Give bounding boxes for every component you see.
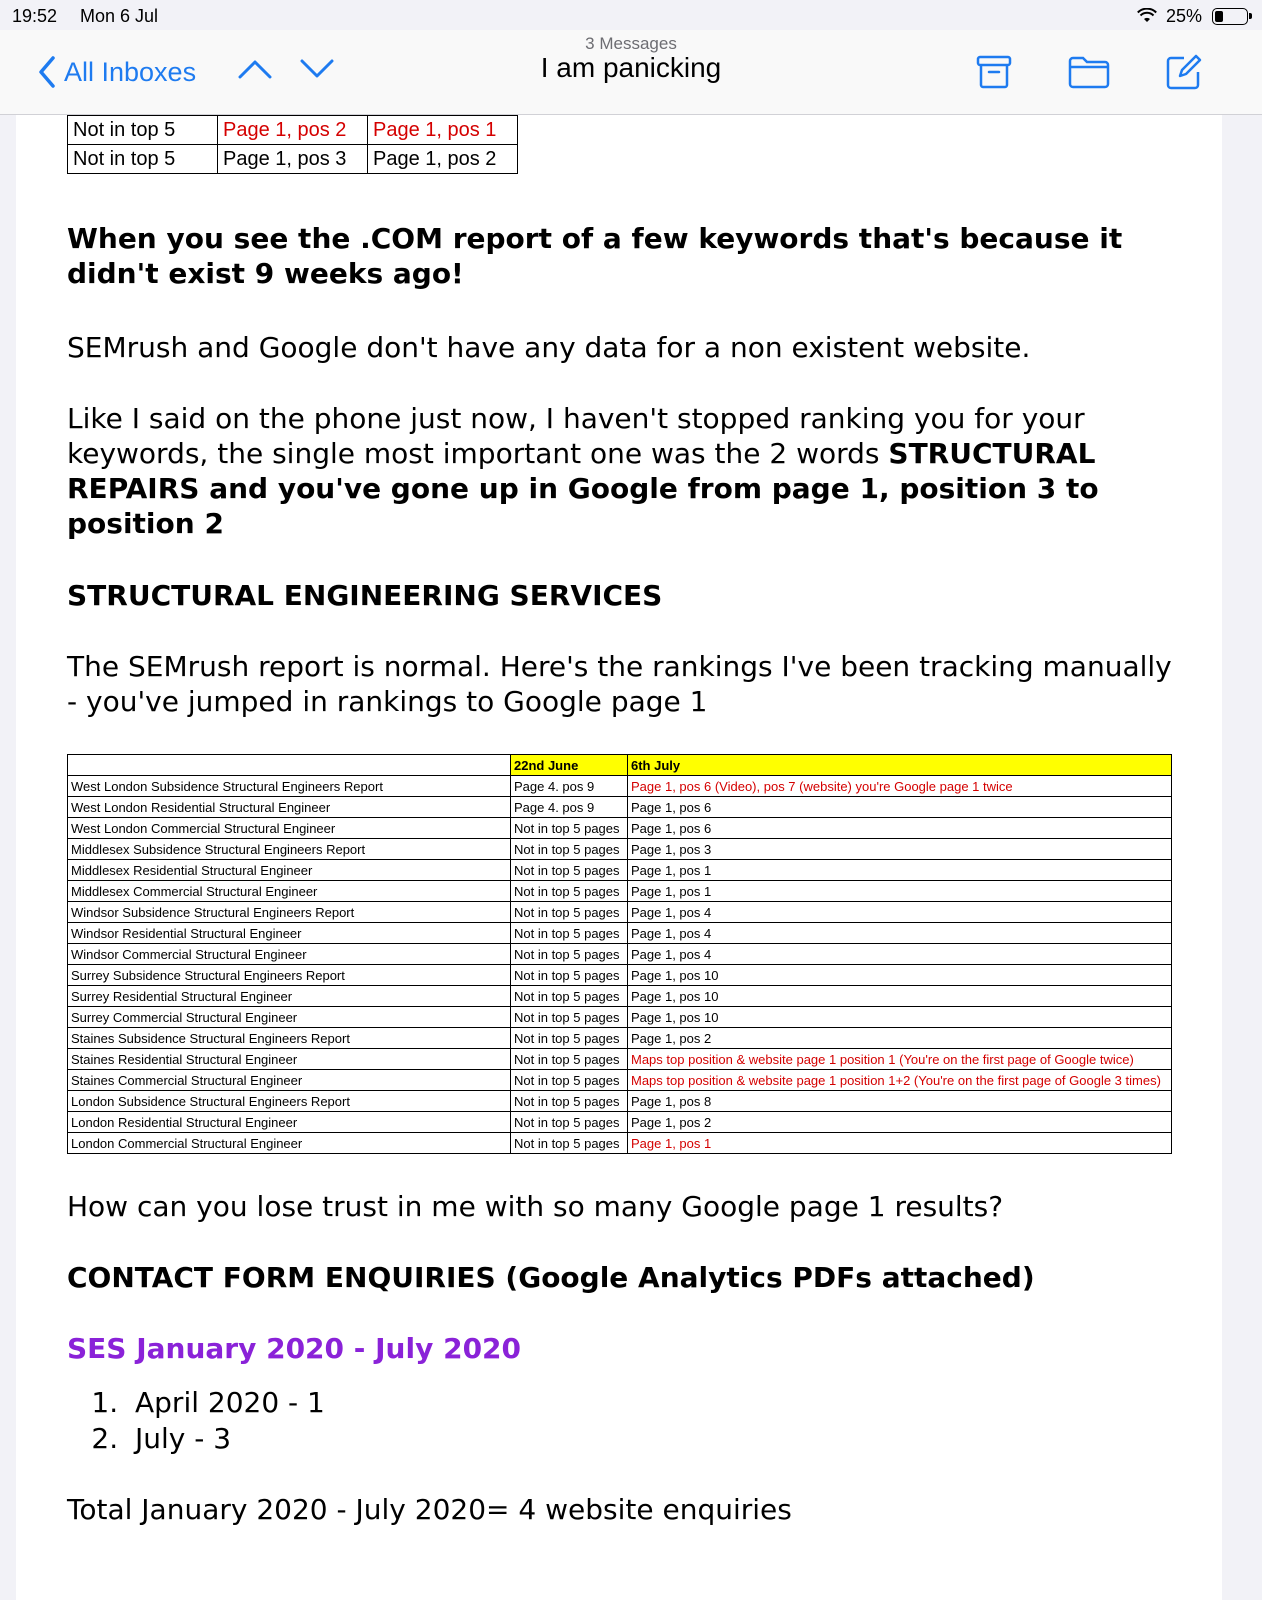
table-cell: Page 1, pos 8 xyxy=(628,1091,1172,1112)
table-row xyxy=(68,797,1172,818)
table-row xyxy=(68,839,1172,860)
status-time: 19:52 xyxy=(12,6,58,26)
table-cell: Page 1, pos 4 xyxy=(628,944,1172,965)
table-cell: Windsor Commercial Structural Engineer xyxy=(68,944,511,965)
table-row xyxy=(68,1070,1172,1091)
table-cell: Page 4. pos 9 xyxy=(511,797,628,818)
table-cell: Page 1, pos 10 xyxy=(628,1007,1172,1028)
table-row xyxy=(68,1091,1172,1112)
table-cell: Not in top 5 xyxy=(68,145,218,174)
message-body xyxy=(16,115,1222,1600)
table-row xyxy=(68,902,1172,923)
table-cell: Page 1, pos 2 xyxy=(628,1028,1172,1049)
table-cell: Not in top 5 pages xyxy=(511,923,628,944)
table-cell: London Subsidence Structural Engineers Report xyxy=(68,1091,511,1112)
table-cell: Page 1, pos 6 (Video), pos 7 (website) you're Google page 1 twice xyxy=(628,776,1172,797)
status-bar xyxy=(0,0,1262,30)
table-cell: Surrey Residential Structural Engineer xyxy=(68,986,511,1007)
table-row xyxy=(68,965,1172,986)
folder-icon[interactable] xyxy=(1068,54,1110,90)
table-cell: Page 1, pos 3 xyxy=(628,839,1172,860)
table-cell: London Commercial Structural Engineer xyxy=(68,1133,511,1154)
table-cell: Windsor Residential Structural Engineer xyxy=(68,923,511,944)
table-cell: Surrey Subsidence Structural Engineers Report xyxy=(68,965,511,986)
trust-paragraph: How can you lose trust in me with so many Google page 1 results? xyxy=(67,1190,1004,1223)
table-cell: West London Commercial Structural Engineer xyxy=(68,818,511,839)
table-cell: Page 1, pos 6 xyxy=(628,797,1172,818)
table-cell: Not in top 5 pages xyxy=(511,1007,628,1028)
table-cell: Page 1, pos 4 xyxy=(628,902,1172,923)
semrush-paragraph: The SEMrush report is normal. Here's the rankings I've been tracking manually - you've jumped in rankings to Google page 1 xyxy=(67,650,1172,718)
ranking-paragraph xyxy=(67,401,1177,541)
table-cell: Page 1, pos 1 xyxy=(368,116,518,145)
table-row xyxy=(68,944,1172,965)
table-row xyxy=(68,776,1172,797)
table-cell: Page 1, pos 1 xyxy=(628,1133,1172,1154)
ranking-bold-text: STRUCTURAL REPAIRS and you've gone up in Google from page 1, position 3 to position 2 xyxy=(67,437,1099,540)
table-cell: Page 1, pos 4 xyxy=(628,923,1172,944)
table-cell: Middlesex Commercial Structural Engineer xyxy=(68,881,511,902)
period-heading: SES January 2020 - July 2020 xyxy=(67,1332,522,1365)
rankings-table xyxy=(67,754,1172,1154)
table-cell: Not in top 5 pages xyxy=(511,818,628,839)
table-cell: Staines Residential Structural Engineer xyxy=(68,1049,511,1070)
table-cell: Page 1, pos 2 xyxy=(368,145,518,174)
ranking-text: Like I said on the phone just now, I haven't stopped ranking you for your keywords, the single most important one was the 2 words xyxy=(67,402,1085,470)
table-cell: West London Residential Structural Engineer xyxy=(68,797,511,818)
table-cell: Not in top 5 pages xyxy=(511,902,628,923)
table-cell: Maps top position & website page 1 position 1 (You're on the first page of Google twice) xyxy=(628,1049,1172,1070)
total-paragraph: Total January 2020 - July 2020= 4 website enquiries xyxy=(67,1493,792,1526)
battery-percent: 25% xyxy=(1166,6,1203,26)
table-row xyxy=(68,1007,1172,1028)
table-cell: Not in top 5 pages xyxy=(511,965,628,986)
table-cell: Not in top 5 pages xyxy=(511,1070,628,1091)
table-cell: Page 1, pos 1 xyxy=(628,881,1172,902)
table-cell: Middlesex Subsidence Structural Engineers Report xyxy=(68,839,511,860)
table-cell: West London Subsidence Structural Engineers Report xyxy=(68,776,511,797)
table-cell: Page 4. pos 9 xyxy=(511,776,628,797)
list-item: 1. April 2020 - 1 xyxy=(127,1385,325,1421)
table-cell: Windsor Subsidence Structural Engineers Report xyxy=(68,902,511,923)
table-cell: Page 1, pos 3 xyxy=(218,145,368,174)
com-report-paragraph: When you see the .COM report of a few keywords that's because it didn't exist 9 weeks ago! xyxy=(67,222,1123,290)
table-cell: London Residential Structural Engineer xyxy=(68,1112,511,1133)
section-heading: STRUCTURAL ENGINEERING SERVICES xyxy=(67,579,663,612)
column-header: 6th July xyxy=(628,755,1172,776)
table-cell: Page 1, pos 6 xyxy=(628,818,1172,839)
table-cell: Not in top 5 pages xyxy=(511,839,628,860)
table-cell: Page 1, pos 2 xyxy=(218,116,368,145)
back-label: All Inboxes xyxy=(64,56,197,87)
column-header: 22nd June xyxy=(511,755,628,776)
table-cell: Page 1, pos 2 xyxy=(628,1112,1172,1133)
table-row xyxy=(68,116,518,145)
summary-table xyxy=(67,115,518,174)
table-row xyxy=(68,145,518,174)
section-heading: CONTACT FORM ENQUIRIES (Google Analytics PDFs attached) xyxy=(67,1261,1035,1294)
table-cell: Not in top 5 pages xyxy=(511,881,628,902)
table-row xyxy=(68,986,1172,1007)
column-header xyxy=(68,755,511,776)
table-cell: Not in top 5 pages xyxy=(511,1133,628,1154)
table-cell: Not in top 5 pages xyxy=(511,860,628,881)
table-row xyxy=(68,818,1172,839)
table-cell: Not in top 5 pages xyxy=(511,1091,628,1112)
table-row xyxy=(68,1112,1172,1133)
enquiry-list xyxy=(87,1385,325,1457)
table-cell: Not in top 5 pages xyxy=(511,986,628,1007)
table-cell: Not in top 5 pages xyxy=(511,944,628,965)
table-cell: Maps top position & website page 1 position 1+2 (You're on the first page of Google 3 times) xyxy=(628,1070,1172,1091)
table-row xyxy=(68,1028,1172,1049)
table-cell: Not in top 5 xyxy=(68,116,218,145)
mail-nav-bar xyxy=(0,30,1262,115)
table-cell: Middlesex Residential Structural Engineer xyxy=(68,860,511,881)
table-cell: Surrey Commercial Structural Engineer xyxy=(68,1007,511,1028)
wifi-icon xyxy=(1137,8,1157,24)
table-cell: Not in top 5 pages xyxy=(511,1028,628,1049)
table-row xyxy=(68,860,1172,881)
table-row xyxy=(68,1049,1172,1070)
archive-icon[interactable] xyxy=(976,54,1012,90)
battery-icon xyxy=(1212,8,1248,25)
table-cell: Staines Commercial Structural Engineer xyxy=(68,1070,511,1091)
table-cell: Page 1, pos 10 xyxy=(628,986,1172,1007)
no-data-paragraph: SEMrush and Google don't have any data for a non existent website. xyxy=(67,331,1031,364)
table-cell: Staines Subsidence Structural Engineers Report xyxy=(68,1028,511,1049)
table-cell: Not in top 5 pages xyxy=(511,1112,628,1133)
email-subject: I am panicking xyxy=(540,52,722,83)
table-cell: Page 1, pos 10 xyxy=(628,965,1172,986)
status-date: Mon 6 Jul xyxy=(80,6,159,26)
table-cell: Not in top 5 pages xyxy=(511,1049,628,1070)
table-cell: Page 1, pos 1 xyxy=(628,860,1172,881)
table-row xyxy=(68,1133,1172,1154)
message-count: 3 Messages xyxy=(585,34,677,53)
list-item: 2. July - 3 xyxy=(127,1421,325,1457)
compose-icon[interactable] xyxy=(1164,54,1202,92)
table-row xyxy=(68,881,1172,902)
table-row xyxy=(68,923,1172,944)
table-header-row xyxy=(68,755,1172,776)
